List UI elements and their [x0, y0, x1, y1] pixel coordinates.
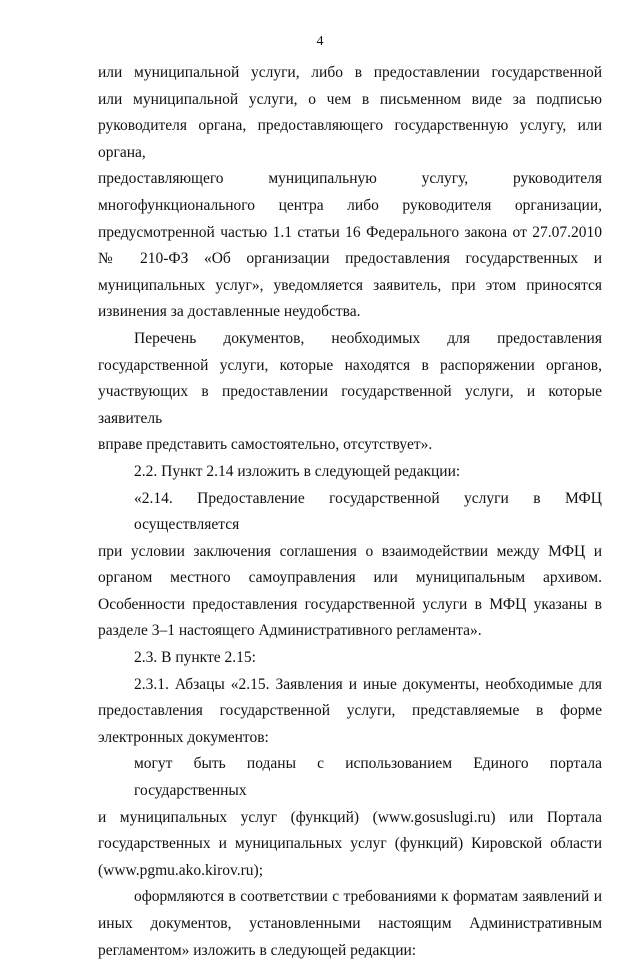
text-line: могут быть поданы с использованием Единого портала государственных: [134, 755, 602, 800]
text-line: 2.3. В пункте 2.15:: [134, 649, 256, 667]
text-line: вправе представить самостоятельно, отсутствует».: [98, 436, 433, 454]
text-line: 2.2. Пункт 2.14 изложить в следующей редакции:: [134, 462, 461, 480]
text-line: органом местного самоуправления или муниципальным архивом.: [98, 569, 602, 587]
text-line: Перечень документов, необходимых для предоставления: [134, 329, 602, 347]
text-line: разделе 3–1 настоящего Административного регламента».: [98, 622, 482, 640]
page-number: 4: [316, 34, 324, 49]
paragraph: [98, 486, 602, 646]
text-line: многофункционального центра либо руководителя организации,: [98, 196, 602, 214]
text-line: № 210-ФЗ «Об организации предоставления государственных и: [98, 250, 602, 268]
text-line: муниципальных услуг», уведомляется заявитель, при этом приносятся: [98, 276, 602, 294]
paragraph: [98, 672, 602, 752]
text-line: предоставляющего муниципальную услугу, руководителя: [98, 170, 602, 188]
paragraph: [98, 751, 602, 884]
text-line: государственной услуги, которые находятся в распоряжении органов,: [98, 356, 602, 374]
text-line: государственных и муниципальных услуг (функций) Кировской области: [98, 835, 602, 853]
paragraph: [98, 459, 602, 486]
paragraph: [98, 60, 602, 326]
document-body: [98, 60, 602, 964]
text-line: извинения за доставленные неудобства.: [98, 303, 361, 321]
paragraph: [98, 884, 602, 964]
text-line: иных документов, установленными настоящим Административным: [98, 915, 602, 932]
text-line: и муниципальных услуг (функций) (www.gosuslugi.ru) или Портала: [98, 808, 602, 826]
text-line: оформляются в соответствии с требованиями к форматам заявлений и: [134, 888, 602, 906]
paragraph: [98, 645, 602, 672]
text-line: или муниципальной услуги, о чем в письменном виде за подписью: [98, 90, 602, 108]
text-line: регламентом» изложить в следующей редакции:: [98, 941, 417, 959]
text-line: предусмотренной частью 1.1 статьи 16 Федерального закона от 27.07.2010: [98, 223, 602, 241]
text-line: при условии заключения соглашения о взаимодействии между МФЦ и: [98, 542, 602, 560]
text-line: «2.14. Предоставление государственной услуги в МФЦ осуществляется: [134, 489, 602, 534]
paragraph: [98, 326, 602, 459]
text-line: предоставления государственной услуги, представляемые в форме: [98, 702, 602, 720]
text-line: руководителя органа, предоставляющего государственную услугу, или органа,: [98, 117, 602, 161]
text-line: 2.3.1. Абзацы «2.15. Заявления и иные документы, необходимые для: [134, 675, 602, 693]
text-line: (www.pgmu.ako.kirov.ru);: [98, 861, 264, 879]
text-line: Особенности предоставления государственной услуги в МФЦ указаны в: [98, 595, 602, 613]
text-line: или муниципальной услуги, либо в предоставлении государственной: [98, 64, 602, 81]
text-line: участвующих в предоставлении государственной услуги, и которые заявитель: [98, 383, 602, 427]
text-line: электронных документов:: [98, 728, 269, 746]
